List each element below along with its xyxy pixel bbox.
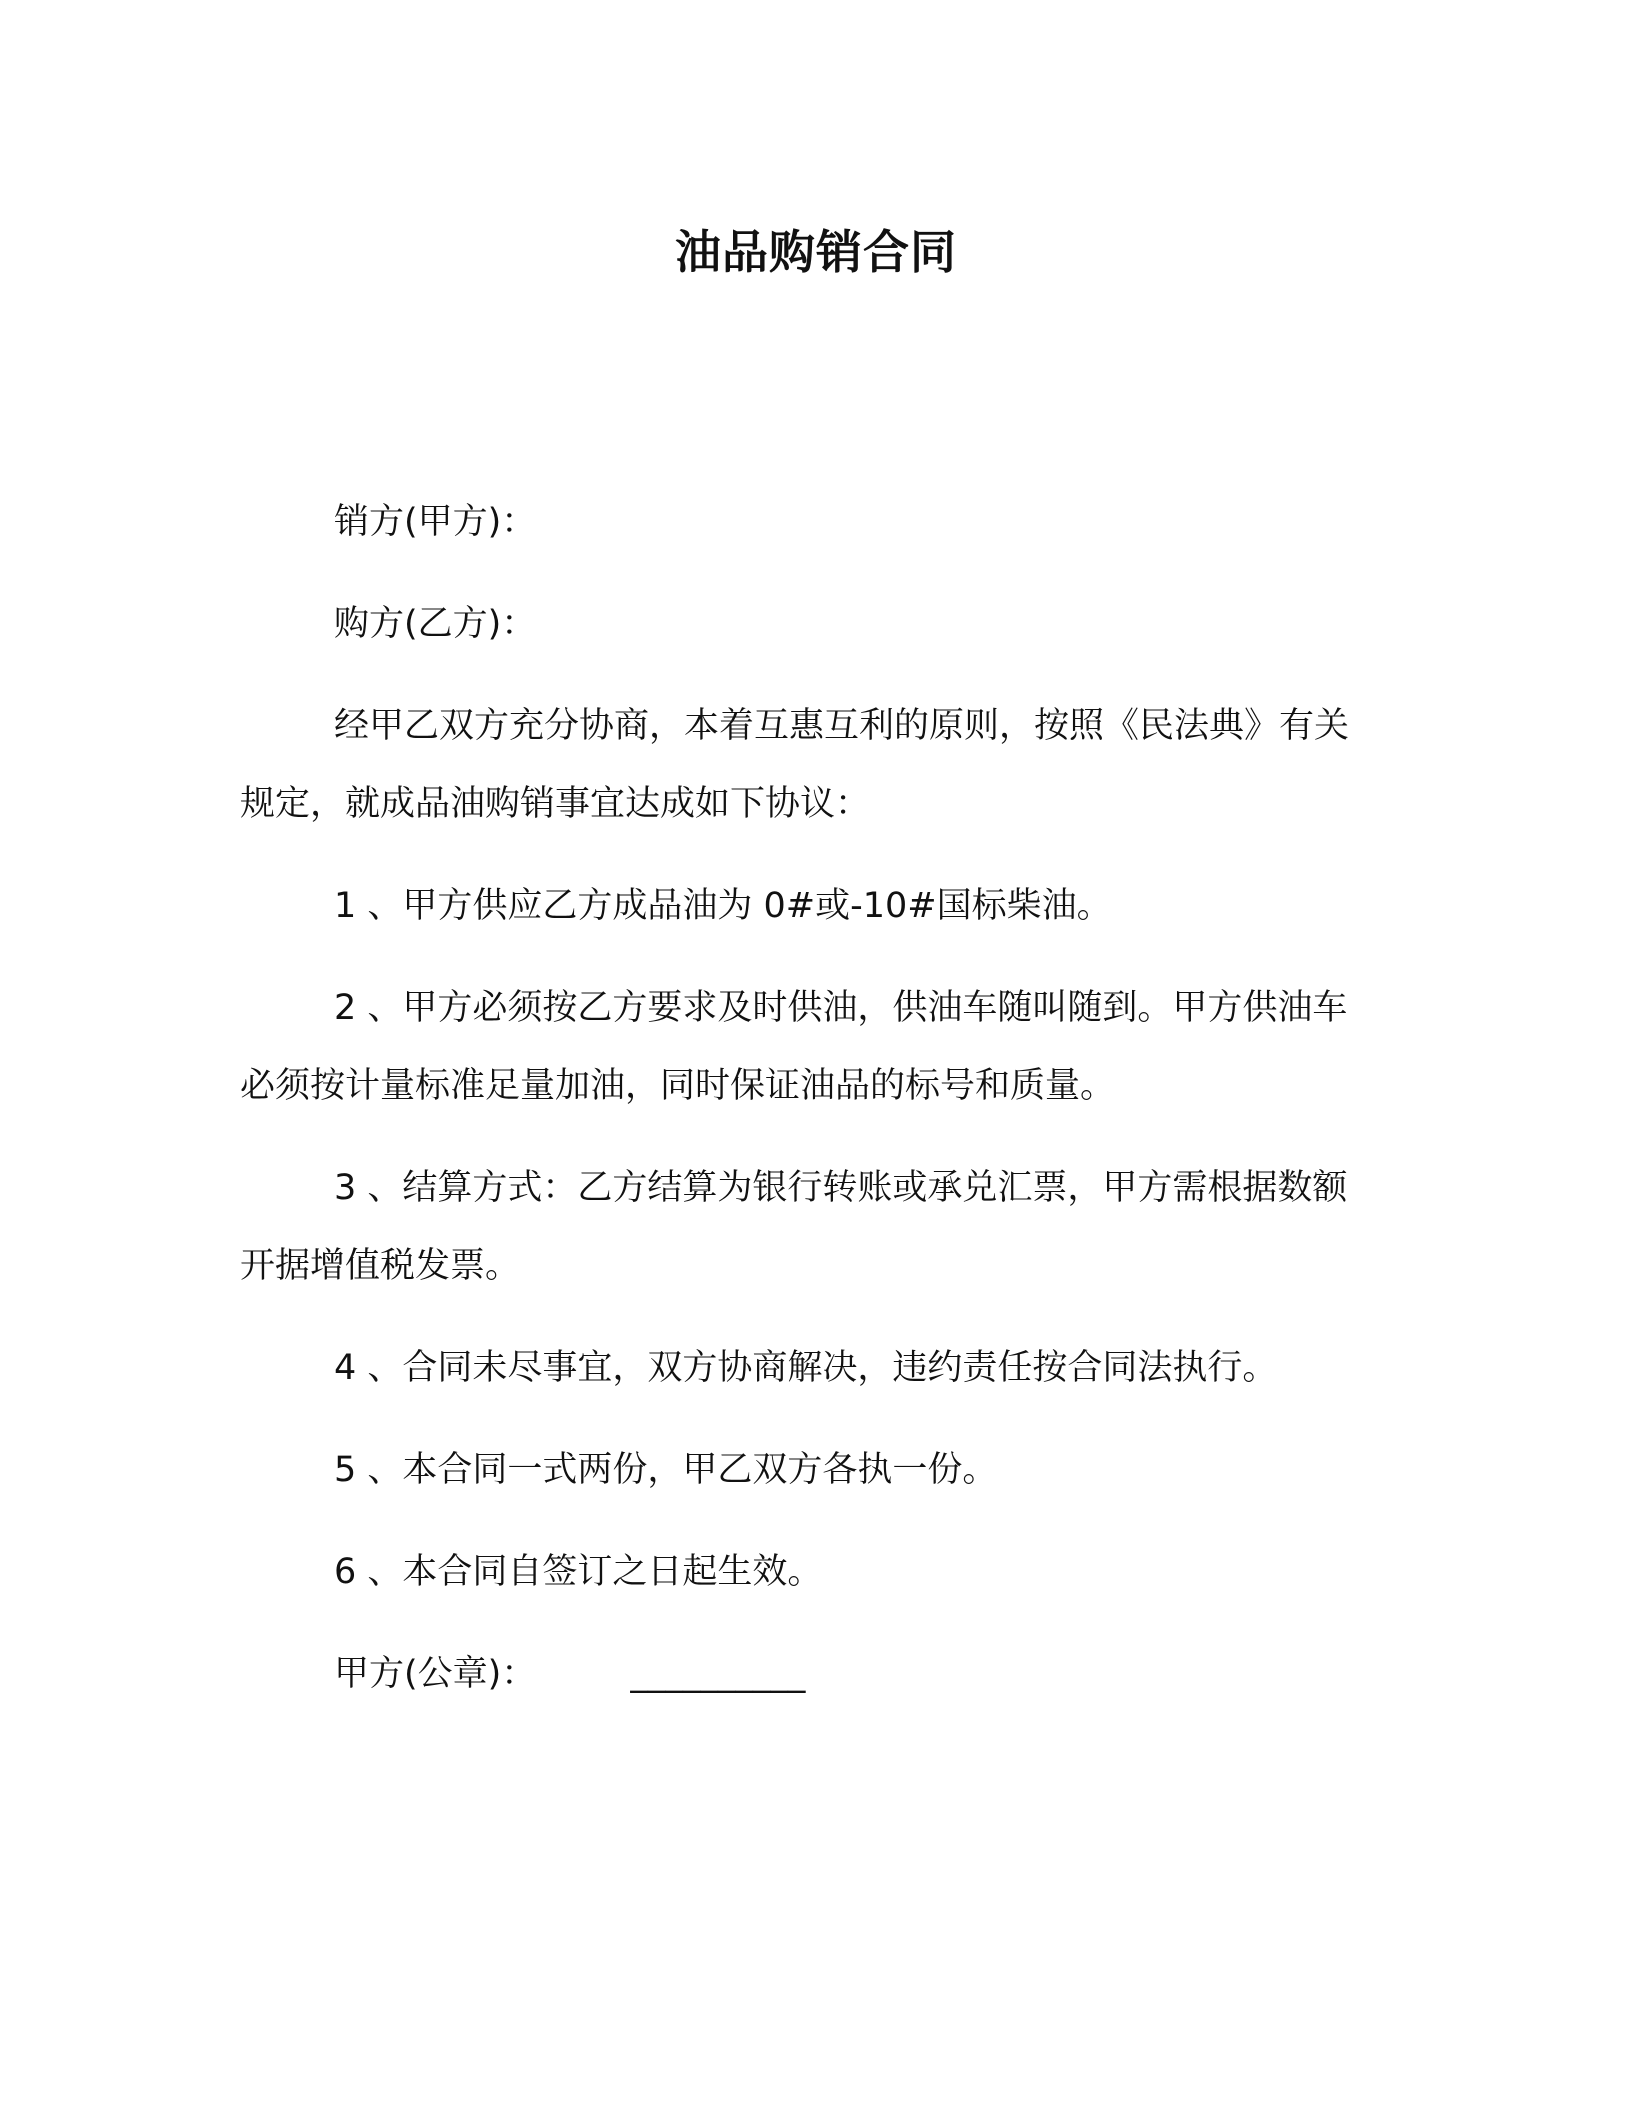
buyer-label: 购方(乙方)： xyxy=(334,604,537,644)
clause-6: 6 、本合同自签订之日起生效。 xyxy=(334,1552,823,1592)
clause-5: 5 、本合同一式两份，甲乙双方各执一份。 xyxy=(334,1450,998,1490)
clause-1: 1 、甲方供应乙方成品油为 0#或-10#国标柴油。 xyxy=(334,886,1112,926)
clause-3: 3 、结算方式：乙方结算为银行转账或承兑汇票，甲方需根据数额开据增值税发票。 xyxy=(240,1168,1348,1286)
intro-paragraph: 经甲乙双方充分协商，本着互惠互利的原则，按照《民法典》有关规定，就成品油购销事宜达成如下协议： xyxy=(240,706,1350,824)
seller-label: 销方(甲方)： xyxy=(334,502,537,542)
signature-label: 甲方(公章)： xyxy=(334,1654,537,1694)
page-title: 油品购销合同 xyxy=(675,225,957,279)
signature-blank: __________ xyxy=(630,1654,806,1694)
clause-4: 4 、合同未尽事宜，双方协商解决，违约责任按合同法执行。 xyxy=(334,1348,1278,1388)
signature-line xyxy=(240,1635,1382,1713)
clause-2: 2 、甲方必须按乙方要求及时供油，供油车随叫随到。甲方供油车必须按计量标准足量加油，同时保证油品的标号和质量。 xyxy=(240,988,1348,1106)
